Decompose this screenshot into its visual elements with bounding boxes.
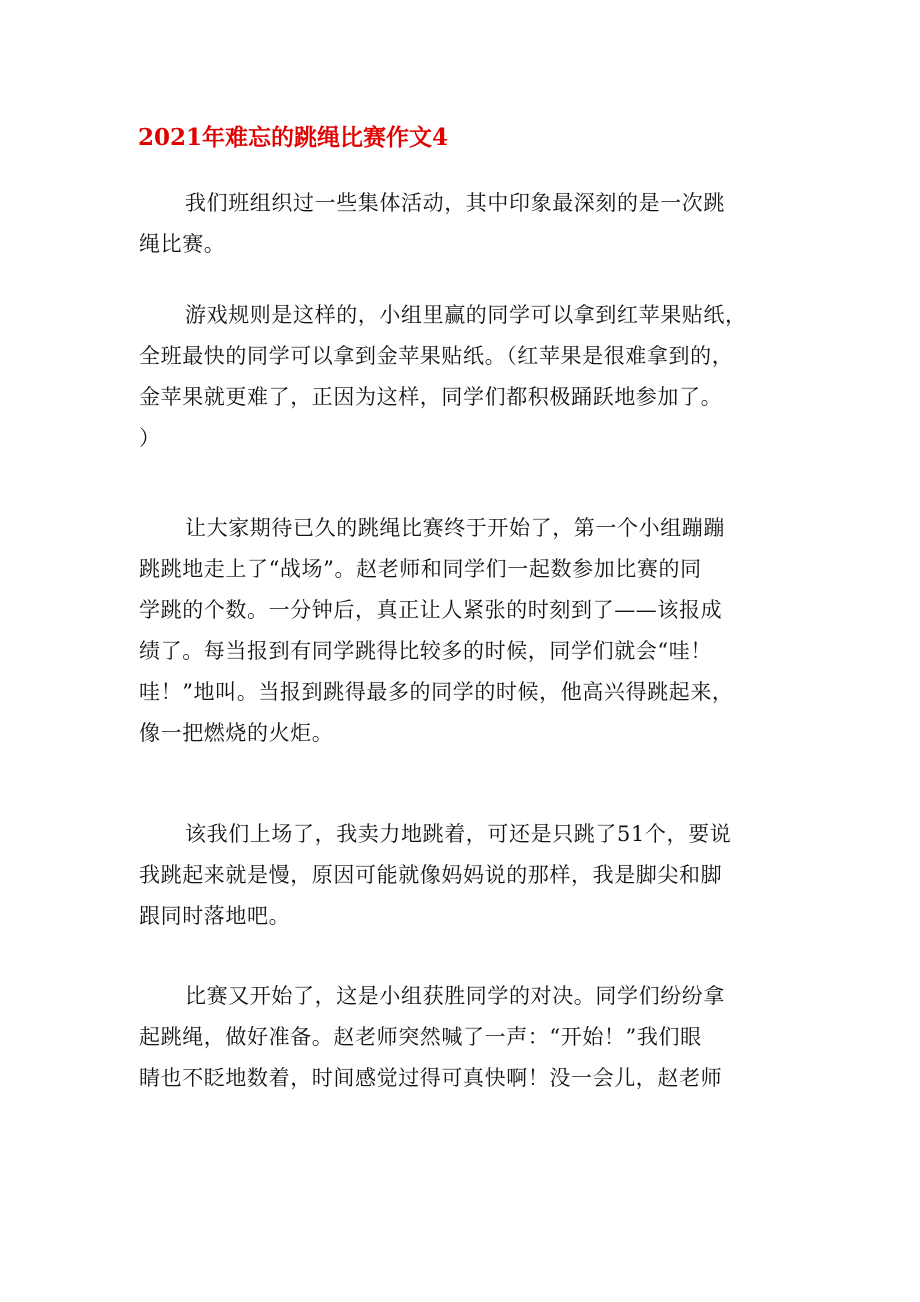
- paragraph-line: 我跳起来就是慢，原因可能就像妈妈说的那样，我是脚尖和脚: [139, 863, 723, 887]
- paragraph-5: [139, 976, 784, 1099]
- paragraph-line: 起跳绳，做好准备。赵老师突然喊了一声：“开始！”我们眼: [139, 1025, 702, 1049]
- paragraph-line: 跟同时落地吧。: [139, 904, 291, 928]
- paragraph-line: 该我们上场了，我卖力地跳着，可还是只跳了51个，要说: [185, 822, 732, 846]
- paragraph-1: [139, 183, 784, 265]
- paragraph-line: 像一把燃烧的火炬。: [139, 721, 334, 745]
- paragraph-line: 全班最快的同学可以拿到金苹果贴纸。（红苹果是很难拿到的，: [139, 344, 734, 368]
- paragraph-line: 让大家期待已久的跳绳比赛终于开始了，第一个小组蹦蹦: [185, 516, 725, 540]
- paragraph-line: 绩了。每当报到有同学跳得比较多的时候，同学们就会“哇！: [139, 639, 712, 663]
- paragraph-line: 金苹果就更难了，正因为这样，同学们都积极踊跃地参加了。: [139, 385, 723, 409]
- paragraph-line: 睛也不眨地数着，时间感觉过得可真快啊！没一会儿，赵老师: [139, 1066, 723, 1090]
- paragraph-line: ）: [139, 426, 161, 450]
- page-title: 2021年难忘的跳绳比赛作文4: [138, 124, 449, 151]
- paragraph-line: 游戏规则是这样的，小组里赢的同学可以拿到红苹果贴纸，: [185, 303, 747, 327]
- paragraph-2: [139, 295, 784, 459]
- paragraph-3: [139, 508, 784, 754]
- paragraph-line: 我们班组织过一些集体活动，其中印象最深刻的是一次跳: [185, 191, 725, 215]
- paragraph-line: 哇！”地叫。当报到跳得最多的同学的时候，他高兴得跳起来，: [139, 680, 734, 704]
- paragraph-line: 跳跳地走上了“战场”。赵老师和同学们一起数参加比赛的同: [139, 557, 702, 581]
- paragraph-line: 学跳的个数。一分钟后，真正让人紧张的时刻到了——该报成: [139, 598, 723, 622]
- paragraph-line: 绳比赛。: [139, 232, 226, 256]
- paragraph-4: [139, 814, 784, 937]
- paragraph-line: 比赛又开始了，这是小组获胜同学的对决。同学们纷纷拿: [185, 984, 725, 1008]
